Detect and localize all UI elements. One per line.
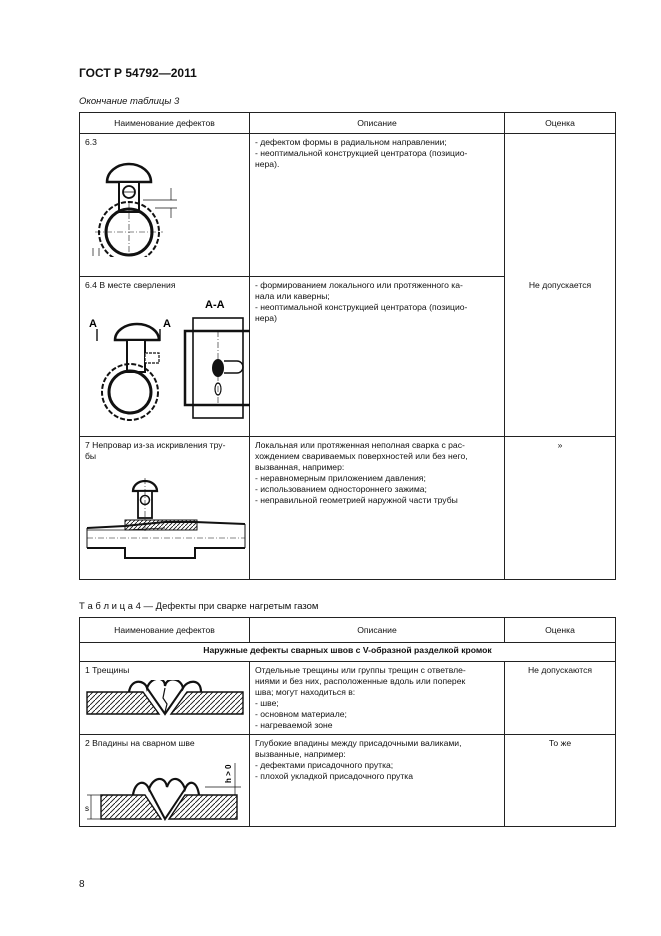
grade-text: » (557, 440, 563, 450)
defect-name: 1 Трещины (85, 665, 130, 675)
column-header: Описание (250, 618, 505, 643)
description-line: - дефектом формы в радиальном направлении; (255, 137, 447, 147)
description-line: ниями и без них, расположенные вдоль или поперек (255, 676, 466, 686)
description-line: - неправильной геометрией наружной части трубы (255, 495, 458, 505)
description-line: нера) (255, 313, 277, 323)
defect-name-cell (80, 735, 250, 827)
grade-cell (505, 662, 616, 735)
defect-description-cell (250, 437, 505, 580)
table-row (80, 662, 616, 735)
defect-name-cell (80, 134, 250, 277)
defect-name: 6.3 (85, 137, 97, 147)
description-line: вызванная, например: (255, 462, 345, 472)
description-line: хождением свариваемых поверхностей или без него, (255, 451, 468, 461)
table-4-caption: Т а б л и ц а 4 — Дефекты при сварке нагретым газом (79, 601, 319, 612)
defect-description-cell (250, 277, 505, 437)
defect-name: 2 Впадины на сварном шве (85, 738, 195, 748)
table-continuation-label: Окончание таблицы 3 (79, 96, 180, 107)
description-line: - формированием локального или протяженного ка- (255, 280, 463, 290)
defect-name-cell (80, 437, 250, 580)
grade-cell (505, 134, 616, 437)
table-header-row (80, 618, 616, 643)
document-title: ГОСТ Р 54792—2011 (79, 66, 197, 80)
description-line: Отдельные трещины или группы трещин с ответвле- (255, 665, 466, 675)
section-title: Наружные дефекты сварных швов с V-образной разделкой кромок (80, 643, 616, 662)
grade-cell (505, 437, 616, 580)
depth-label: h > 0 (224, 764, 233, 783)
grade-text: То же (548, 738, 572, 748)
centrator-shape-defect-figure (85, 152, 185, 257)
grade-text: Не допускается (528, 279, 592, 290)
defect-description-cell (250, 134, 505, 277)
description-line: - использованием одностороннего зажима; (255, 484, 427, 494)
bent-pipe-defect-figure (85, 466, 250, 566)
defect-description-cell (250, 662, 505, 735)
description-line: - неоптимальной конструкцией центратора (позицио- (255, 302, 468, 312)
description-line: - нагреваемой зоне (255, 720, 333, 730)
section-mark-right: А (163, 318, 171, 330)
description-line: - неоптимальной конструкцией центратора (позицио- (255, 148, 468, 158)
defect-name: 6.4 В месте сверления (85, 280, 176, 290)
description-line: - шве; (255, 698, 279, 708)
column-header: Наименование дефектов (80, 113, 250, 134)
defect-name-continuation: бы (85, 451, 97, 461)
description-line: нера). (255, 159, 280, 169)
section-row (80, 643, 616, 662)
column-header: Описание (250, 113, 505, 134)
grade-text: Не допускаются (527, 665, 593, 675)
table-row (80, 134, 616, 277)
defect-name-cell (80, 277, 250, 437)
table-3 (79, 112, 616, 580)
description-line: Локальная или протяженная неполная сварка с рас- (255, 440, 465, 450)
section-mark-left: А (89, 318, 97, 330)
description-line: нала или каверны; (255, 291, 330, 301)
grade-cell (505, 735, 616, 827)
table-row (80, 735, 616, 827)
description-line: - неравномерным приложением давления; (255, 473, 426, 483)
table-4 (79, 617, 616, 827)
description-line: Глубокие впадины между присадочными валиками, (255, 738, 462, 748)
column-header: Наименование дефектов (80, 618, 250, 643)
thickness-label: s (85, 804, 89, 813)
description-line: - дефектами присадочного прутка; (255, 760, 394, 770)
drilling-defect-figure (85, 295, 250, 423)
section-label: А-А (205, 299, 225, 311)
description-line: - основном материале; (255, 709, 347, 719)
page-number: 8 (79, 879, 85, 890)
description-line: вызванные, например: (255, 749, 346, 759)
weld-cavity-figure (85, 753, 245, 823)
defect-description-cell (250, 735, 505, 827)
table-header-row (80, 113, 616, 134)
crack-weld-figure (85, 680, 245, 716)
description-line: - плохой укладкой присадочного прутка (255, 771, 413, 781)
column-header: Оценка (505, 113, 616, 134)
table-row (80, 437, 616, 580)
defect-name-cell (80, 662, 250, 735)
column-header: Оценка (505, 618, 616, 643)
defect-name: 7 Непровар из-за искривления тру- (85, 440, 226, 450)
description-line: шва; могут находиться в: (255, 687, 356, 697)
